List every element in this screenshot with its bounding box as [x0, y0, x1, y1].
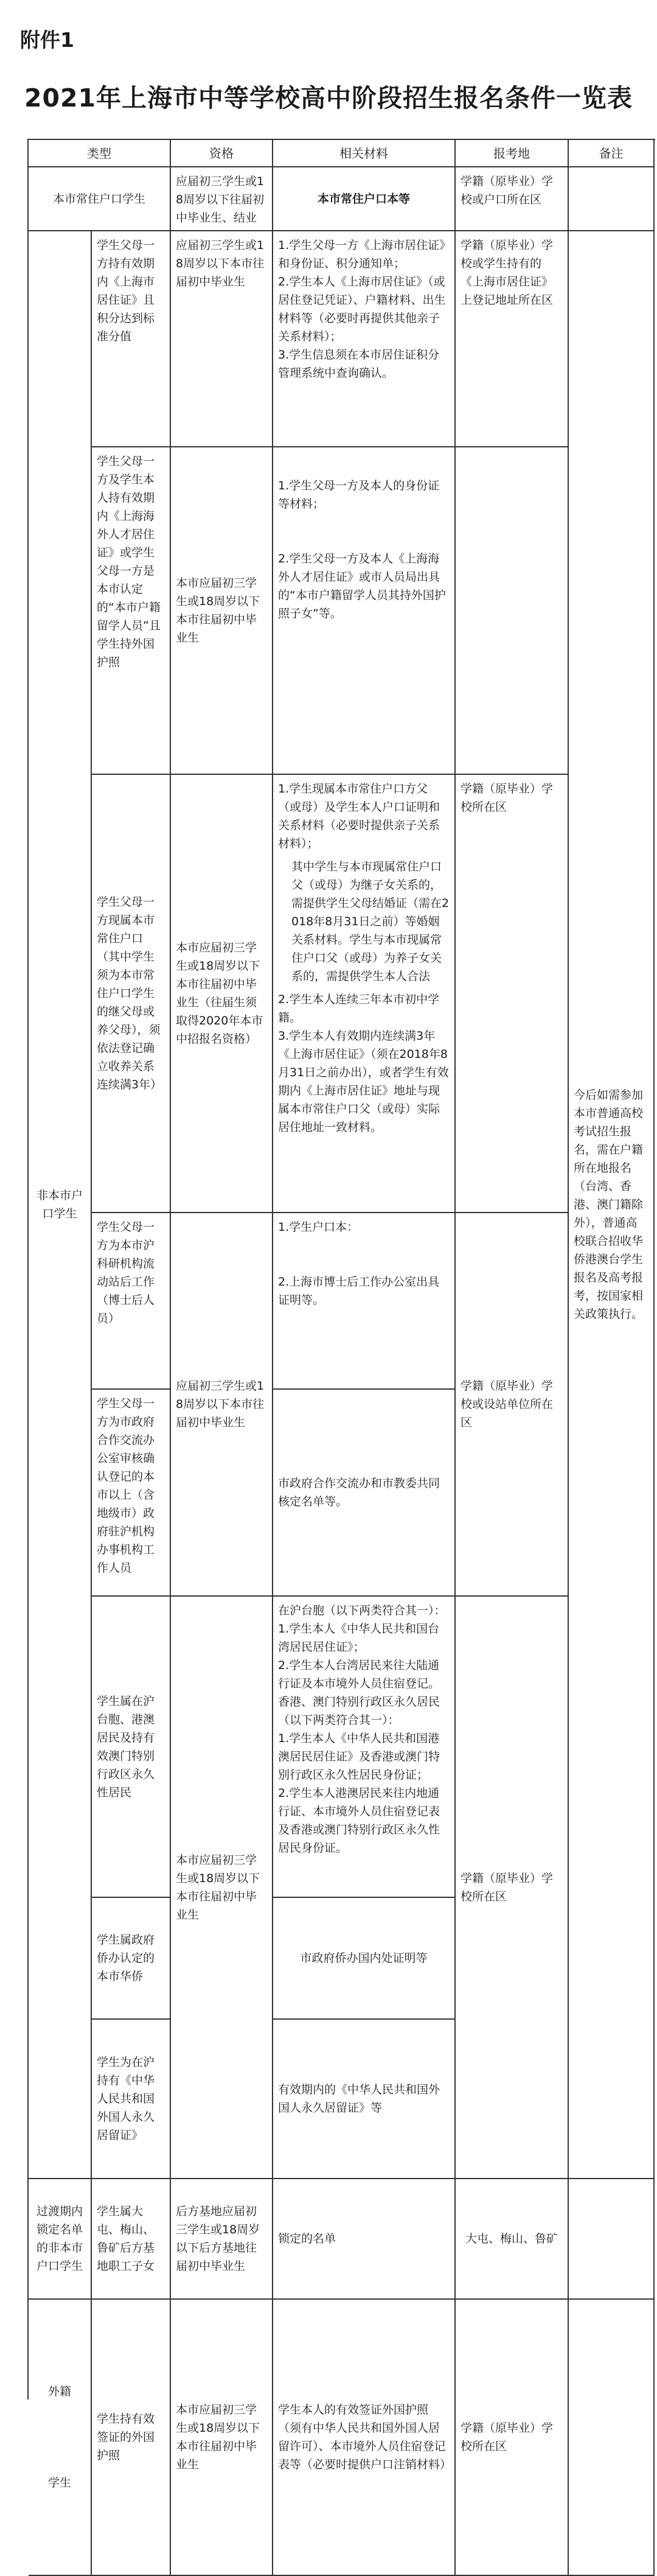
- material-line: 2.学生本人《上海市居住证》（或居住登记凭证）、户籍材料、出生材料等（必要时再提供其他亲子关系材料）；: [278, 275, 446, 343]
- transition-materials: 锁定的名单: [273, 2179, 456, 2300]
- foreign-qualification: 本市应届初三学生或18周岁以下本市往届初中毕业生: [171, 2300, 273, 2576]
- material-line: 2.学生本人台湾居民来往大陆通行证及本市境外人员住宿登记。: [278, 1659, 440, 1690]
- nonlocal-exam-location-b: [456, 447, 569, 775]
- nonlocal-materials-f: [273, 1597, 456, 1898]
- foreign-subtype: 学生持有效签证的外国护照: [92, 2300, 171, 2576]
- nonlocal-type-g: 学生属政府侨办认定的本市华侨: [92, 1898, 171, 2020]
- header-qualification: 资格: [171, 140, 273, 167]
- header-materials: 相关材料: [273, 140, 456, 167]
- local-materials: 本市常住户口本等: [273, 167, 456, 231]
- nonlocal-qualification-a: 应届初三学生或18周岁以下本市往届初中毕业生: [171, 231, 273, 447]
- material-line: 2.学生本人港澳居民来往内地通行证、本市境外人员住宿登记表及香港或澳门特别行政区永久性居民身份证。: [278, 1787, 440, 1855]
- nonlocal-materials-e: 市政府合作交流办和市教委共同核定名单等。: [273, 1390, 456, 1597]
- nonlocal-type-e: 学生父母一方为市政府合作交流办公室审核确认登记的本市以上（含地级市）政府驻沪机构办事机构工作人员: [92, 1390, 171, 1597]
- nonlocal-qualification-b: 本市应届初三学生或18周岁以下本市往届初中毕业生: [171, 447, 273, 775]
- nonlocal-materials-c: [273, 775, 456, 1213]
- transition-exam-location: 大屯、梅山、鲁矿: [456, 2179, 569, 2300]
- nonlocal-type-d: 学生父母一方为本市沪科研机构流动站后工作（博士后人员）: [92, 1213, 171, 1390]
- nonlocal-qualification-f: 本市应届初三学生或18周岁以下本市往届初中毕业生: [171, 1597, 273, 2179]
- foreign-materials: 学生本人的有效签证外国护照（须有中华人民共和国外国人居留许可）、本市境外人员住宿登记表等（必要时提供户口注销材料）: [273, 2300, 456, 2576]
- nonlocal-exam-location-c: 学籍（原毕业）学校所在区: [456, 775, 569, 1213]
- nonlocal-type-b: 学生父母一方及学生本人持有效期内《上海海外人才居住证》或学生父母一方是本市认定的“本市户籍留学人员”且学生持外国护照: [92, 447, 171, 775]
- nonlocal-type-c: 学生父母一方现属本市常住户口（其中学生须为本市常住户口学生的继父母或养父母），须依法登记确立收养关系连续满3年）: [92, 775, 171, 1213]
- nonlocal-materials-a: [273, 231, 456, 447]
- local-remarks: [569, 167, 655, 231]
- material-note: 其中学生与本市现属常住户口父（或母）为继子女关系的，需提供学生父母结婚证（需在2018年8月31日之前）等婚姻关系材料。学生与本市现属常住户口父（或母）为养子女关系的，需提供学生本人合法: [291, 860, 450, 983]
- foreign-type: [29, 2300, 92, 2576]
- nonlocal-qualification-d: 应届初三学生或18周岁以下本市往届初中毕业生: [171, 1213, 273, 1597]
- nonlocal-materials-h: 有效期内的《中华人民共和国外国人永久居留证》等: [273, 2020, 456, 2179]
- nonlocal-materials-d: [273, 1213, 456, 1390]
- nonlocal-group-label: 非本市户口学生: [29, 231, 92, 2179]
- material-line: 1.学生父母一方及本人的身份证等材料；: [278, 479, 440, 511]
- transition-remarks: [569, 2179, 655, 2300]
- material-line: 1.学生本人《中华人民共和国台湾居民居住证》；: [278, 1622, 440, 1654]
- foreign-exam-location: 学籍（原毕业）学校所在区: [456, 2300, 569, 2576]
- material-line: 在沪台胞（以下两类符合其一）：: [278, 1604, 446, 1617]
- material-line: 1.学生现属本市常住户口方父（或母）及学生本人户口证明和关系材料（必要时提供亲子关系材料）；: [278, 782, 440, 850]
- header-remarks: 备注: [569, 140, 655, 167]
- foreign-type-line: 学生: [47, 2476, 71, 2490]
- material-line: 2.上海市博士后工作办公室出具证明等。: [278, 1275, 440, 1307]
- material-line: 1.学生本人《中华人民共和国港澳居民居住证》及香港或澳门特别行政区永久性居民身份证；: [278, 1732, 440, 1782]
- material-line: 2.学生父母一方及本人《上海海外人才居住证》或市人员局出具的“本市户籍留学人员其持外国护照子女”等。: [278, 552, 446, 620]
- material-line: 1.学生户口本：: [278, 1220, 359, 1234]
- page-title: 2021年上海市中等学校高中阶段招生报名条件一览表: [24, 83, 633, 113]
- conditions-table: [27, 139, 655, 2490]
- transition-type: 过渡期内锁定名单的非本市户口学生: [29, 2179, 92, 2300]
- attachment-label: 附件1: [20, 28, 74, 52]
- transition-subtype: 学生属大屯、梅山、鲁矿后方基地职工子女: [92, 2179, 171, 2300]
- nonlocal-exam-location-f: 学籍（原毕业）学校所在区: [456, 1597, 569, 2179]
- foreign-type-line: 外籍: [47, 2385, 71, 2398]
- foreign-remarks: [569, 2300, 655, 2576]
- header-type: 类型: [29, 140, 171, 167]
- nonlocal-remarks: 今后如需参加本市普通高校考试招生报名，需在户籍所在地报名（台湾、香港、澳门籍除外），普通高校联合招收华侨港澳台学生报名及高考报考，按国家相关政策执行。: [569, 231, 655, 2179]
- nonlocal-type-a: 学生父母一方持有效期内《上海市居住证》且积分达到标准分值: [92, 231, 171, 447]
- local-qualification: 应届初三学生或18周岁以下往届初中毕业生、结业: [171, 167, 273, 231]
- nonlocal-materials-b: [273, 447, 456, 775]
- material-line: 香港、澳门特别行政区永久居民（以下两类符合其一）：: [278, 1695, 440, 1727]
- nonlocal-qualification-c: 本市应届初三学生或18周岁以下本市往届初中毕业生（往届生须取得2020年本市中招报名资格）: [171, 775, 273, 1213]
- header-exam-location: 报考地: [456, 140, 569, 167]
- material-line: 2.学生本人连续三年本市初中学籍。: [278, 993, 440, 1024]
- material-line: 1.学生父母一方《上海市居住证》和身份证、积分通知单；: [278, 239, 445, 270]
- nonlocal-type-f: 学生属在沪台胞、港澳居民及持有效澳门特别行政区永久性居民: [92, 1597, 171, 1898]
- material-line: 3.学生本人有效期内连续满3年《上海市居住证》（须在2018年8月31日之前办出），或者学生有效期内《上海市居住证》地址与现属本市常住户口父（或母）实际居住地址一致材料。: [278, 1029, 449, 1134]
- material-line: 3.学生信息须在本市居住证积分管理系统中查询确认。: [278, 348, 440, 380]
- nonlocal-materials-g: 市政府侨办国内处证明等: [273, 1898, 456, 2020]
- nonlocal-exam-location-d: 学籍（原毕业）学校或设站单位所在区: [456, 1213, 569, 1597]
- transition-qualification: 后方基地应届初三学生或18周岁以下后方基地往届初中毕业生: [171, 2179, 273, 2300]
- nonlocal-type-h: 学生为在沪持有《中华人民共和国外国人永久居留证》: [92, 2020, 171, 2179]
- nonlocal-exam-location-a: 学籍（原毕业）学校或学生持有的《上海市居住证》上登记地址所在区: [456, 231, 569, 447]
- local-exam-location: 学籍（原毕业）学校或户口所在区: [456, 167, 569, 231]
- local-type: 本市常住户口学生: [29, 167, 171, 231]
